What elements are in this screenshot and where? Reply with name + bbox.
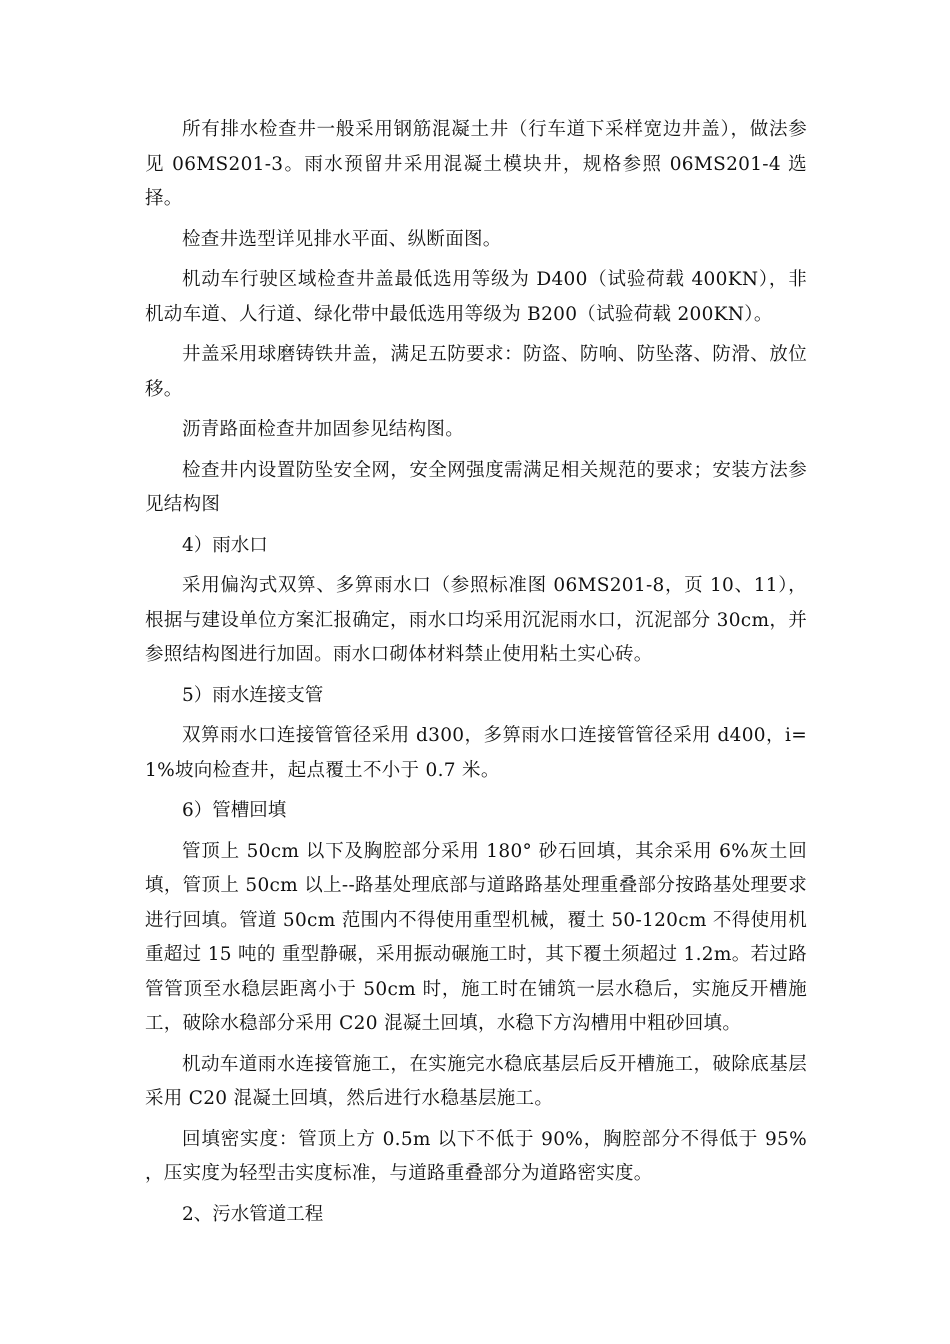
paragraph-trench-backfill: 管顶上 50cm 以下及胸腔部分采用 180° 砂石回填，其余采用 6%灰土回填，管顶上 50cm 以上--路基处理底部与道路路基处理重叠部分按路基处理要求进行回填。管道 50cm 范围内不得使用重型机械，覆土 50-120cm 不得使用机重超过 15 吨的 重型静碾，采用振动碾施工时，其下覆土须超过 1.2m。若过路管管顶至水稳层距离小于 50cm 时，施工时在铺筑一层水稳后，实施反开槽施工，破除水稳部分采用 C20 混凝土回填，水稳下方沟槽用中粗砂回填。 [145, 840, 807, 1034]
heading-sewage-pipeline: 2、污水管道工程 [182, 1203, 324, 1225]
document-page [145, 113, 807, 1238]
paragraph-manhole-selection: 检查井选型详见排水平面、纵断面图。 [182, 228, 502, 250]
paragraph-branch-pipe: 双箅雨水口连接管管径采用 d300，多箅雨水口连接管管径采用 d400，i=1%坡向检查井，起点覆土不小于 0.7 米。 [145, 725, 807, 781]
paragraph-safety-net: 检查井内设置防坠安全网，安全网强度需满足相关规范的要求；安装方法参见结构图 [145, 459, 807, 515]
paragraph-rain-inlet: 采用偏沟式双箅、多箅雨水口（参照标准图 06MS201-8，页 10、11），根据与建设单位方案汇报确定，雨水口均采用沉泥雨水口，沉泥部分 30cm，并参照结构图进行加固。雨水口砌体材料禁止使用粘土实心砖。 [145, 575, 807, 665]
heading-branch-pipe: 5）雨水连接支管 [182, 684, 324, 706]
paragraph-motorway-connection: 机动车道雨水连接管施工，在实施完水稳底基层后反开槽施工，破除底基层采用 C20 混凝土回填，然后进行水稳基层施工。 [145, 1053, 807, 1109]
paragraph-manhole-general: 所有排水检查井一般采用钢筋混凝土井（行车道下采样宽边井盖），做法参见 06MS201-3。雨水预留井采用混凝土模块井，规格参照 06MS201-4 选择。 [145, 119, 807, 209]
paragraph-compaction: 回填密实度：管顶上方 0.5m 以下不低于 90%，胸腔部分不得低于 95% ，压实度为轻型击实度标准，与道路重叠部分为道路密实度。 [145, 1128, 807, 1184]
heading-rain-inlet: 4）雨水口 [182, 534, 268, 556]
paragraph-cover-material: 井盖采用球磨铸铁井盖，满足五防要求：防盗、防响、防坠落、防滑、放位移。 [145, 344, 807, 400]
paragraph-asphalt-reinforcement: 沥青路面检查井加固参见结构图。 [182, 419, 465, 440]
paragraph-cover-grade: 机动车行驶区域检查井盖最低选用等级为 D400（试验荷载 400KN），非机动车道、人行道、绿化带中最低选用等级为 B200（试验荷载 200KN）。 [145, 269, 807, 325]
heading-trench-backfill: 6）管槽回填 [182, 800, 287, 821]
